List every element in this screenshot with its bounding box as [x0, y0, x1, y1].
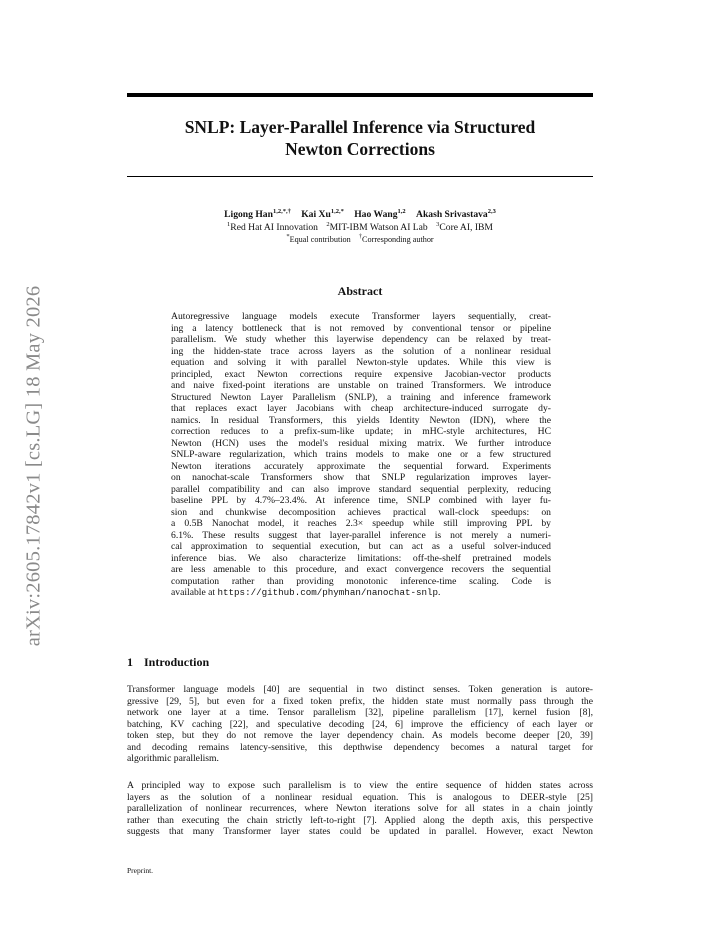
section-heading-introduction — [127, 655, 209, 670]
abstract-code-line: available at https://github.com/phymhan/nanochat-snlp. — [171, 587, 441, 599]
abstract-line: ing a latency bottleneck that is not removed by conventional tensor or pipeline — [171, 322, 551, 334]
title-rule-top — [127, 93, 593, 97]
abstract-line: principled, exact Newton corrections require expensive Jacobian-vector products — [171, 368, 551, 380]
note-equal-contribution: *Equal contribution — [286, 233, 351, 244]
abstract-body — [171, 311, 551, 599]
abstract-line: Structured Newton Layer Parallelism (SNLP), a training and inference framework — [171, 391, 551, 403]
abstract-line: are less amenable to this procedure, and exact convergence recovers the sequential — [171, 564, 551, 576]
paragraph-line: token step, but they do not remove the layer dependency chain. As models become deeper [20, 39] — [127, 730, 593, 741]
abstract-line: sion and chunkwise decomposition achieves practical wall-clock speedups: on — [171, 506, 551, 518]
affiliation: $^2$MIT-IBM Watson AI Lab — [326, 221, 428, 233]
author: Hao Wang$^{1,2}$ — [354, 208, 406, 220]
author: Akash Srivastava$^{2,3}$ — [416, 208, 496, 220]
section-title: Introduction — [144, 655, 210, 669]
code-repository-link[interactable]: https://github.com/phymhan/nanochat-snlp — [217, 587, 439, 599]
author: Kai $Xu^{1,2,*}$ — [301, 208, 344, 220]
abstract-heading: Abstract — [337, 284, 383, 298]
abstract-line: parallel compatibility and can also improve standard sequential perplexity, reducing — [171, 483, 551, 495]
abstract-line: parallelism. We study whether this layerwise dependency can be relaxed by treat- — [171, 334, 551, 346]
note-corresponding-author: †Corresponding author — [358, 233, 434, 244]
paragraph-line: batching, KV caching [22], and speculative decoding [24, 6] improve the efficiency of each layer or — [127, 718, 593, 730]
title-line-1: SNLP: Layer-Parallel Inference via Structured — [184, 117, 536, 137]
abstract-line: Newton iterations accurately approximate the sequential forward. Experiments — [171, 460, 551, 472]
abstract-line: ing the hidden-state trace across layers as the solution of a nonlinear residual — [171, 345, 551, 357]
paragraph-line: layers as the solution of a nonlinear residual equation. This is analogous to DEER-style [25] — [127, 791, 593, 803]
introduction-paragraph-2 — [127, 780, 593, 838]
paragraph-line: A principled way to expose such parallelism is to view the entire sequence of hidden states across — [127, 780, 593, 791]
section-number: 1 — [127, 655, 133, 669]
abstract-line: SNLP-aware regularization, which trains models to make one or a few structured — [171, 449, 551, 461]
author: Ligong Han$^{1,2,*,\dagger}$ — [224, 208, 291, 220]
title-line-2: Newton Corrections — [285, 139, 435, 159]
paragraph-line: algorithmic parallelism. — [127, 753, 219, 764]
abstract-line: 6.1%. These results suggest that layer-parallel inference is not merely a numeri- — [171, 529, 551, 541]
author-block — [127, 208, 593, 246]
author-notes — [127, 234, 593, 246]
author-names — [127, 208, 593, 221]
abstract-line: a 0.5B Nanochat model, it reaches 2.3× speedup while still improving PPL by — [171, 518, 551, 530]
paragraph-line: suggests that many Transformer layer states could be updated in parallel. However, exact Newton — [127, 826, 593, 837]
preprint-footer: Preprint. — [127, 866, 154, 875]
affiliation: $^3$Core AI, IBM — [436, 221, 493, 233]
paragraph-line: parallelization of nonlinear recurrences, where Newton iterations solve for all states in a chain jointly — [127, 803, 593, 814]
paper-title — [127, 116, 593, 160]
abstract-line: Newton (HCN) uses the model's residual mixing matrix. We further introduce — [171, 437, 551, 449]
abstract-line: baseline PPL by 4.7%–23.4%. At inference time, SNLP combined with layer fu- — [171, 495, 551, 507]
paragraph-line: rather than executing the chain strictly left-to-right [7]. Applied along the depth axis, this perspective — [127, 814, 593, 826]
paragraph-line: gressive [29, 5], but even for a fixed token prefix, the hidden state must normally pass through the — [127, 695, 593, 707]
abstract-line: equation and solving it with parallel Newton-style updates. While this view is — [171, 357, 551, 369]
abstract-line: correction reduces to a prefix-sum-like update; in mHC-style architectures, HC — [171, 426, 551, 438]
affiliation: $^1$Red Hat AI Innovation — [227, 221, 318, 233]
abstract-line: namics. In residual Transformers, this yields Identity Newton (IDN), where the — [171, 414, 551, 426]
paragraph-line: and decoding remains latency-sensitive, this depthwise dependency becomes a natural target for — [127, 741, 593, 753]
abstract-line: and naive fixed-point iterations are unstable on trained Transformers. We introduce — [171, 380, 551, 392]
title-rule-bottom — [127, 176, 593, 177]
abstract-line: inference bias. We also characterize limitations: off-the-shelf pretrained models — [171, 552, 551, 564]
arxiv-identifier-stamp[interactable]: arXiv:2605.17842v1 [cs.LG] 18 May 2026 — [22, 285, 45, 647]
abstract-line: cal approximation to sequential execution, but can act as a useful solver-induced — [171, 541, 551, 553]
paragraph-line: network one layer at a time. Tensor parallelism [32], pipeline parallelism [17], kernel fusion [8], — [127, 707, 593, 718]
abstract-line: that replaces exact layer Jacobians with cheap architecture-induced surrogate dy- — [171, 403, 551, 415]
introduction-paragraph-1 — [127, 684, 593, 765]
paragraph-line: Transformer language models [40] are sequential in two distinct senses. Token generation is autore- — [127, 684, 593, 695]
abstract-line: Autoregressive language models execute Transformer layers sequentially, creat- — [171, 311, 551, 322]
abstract-line: on nanochat-scale Transformers show that SNLP regularization improves layer- — [171, 472, 551, 484]
abstract-line: computation rather than providing monotonic inference-time scaling. Code is — [171, 575, 551, 587]
